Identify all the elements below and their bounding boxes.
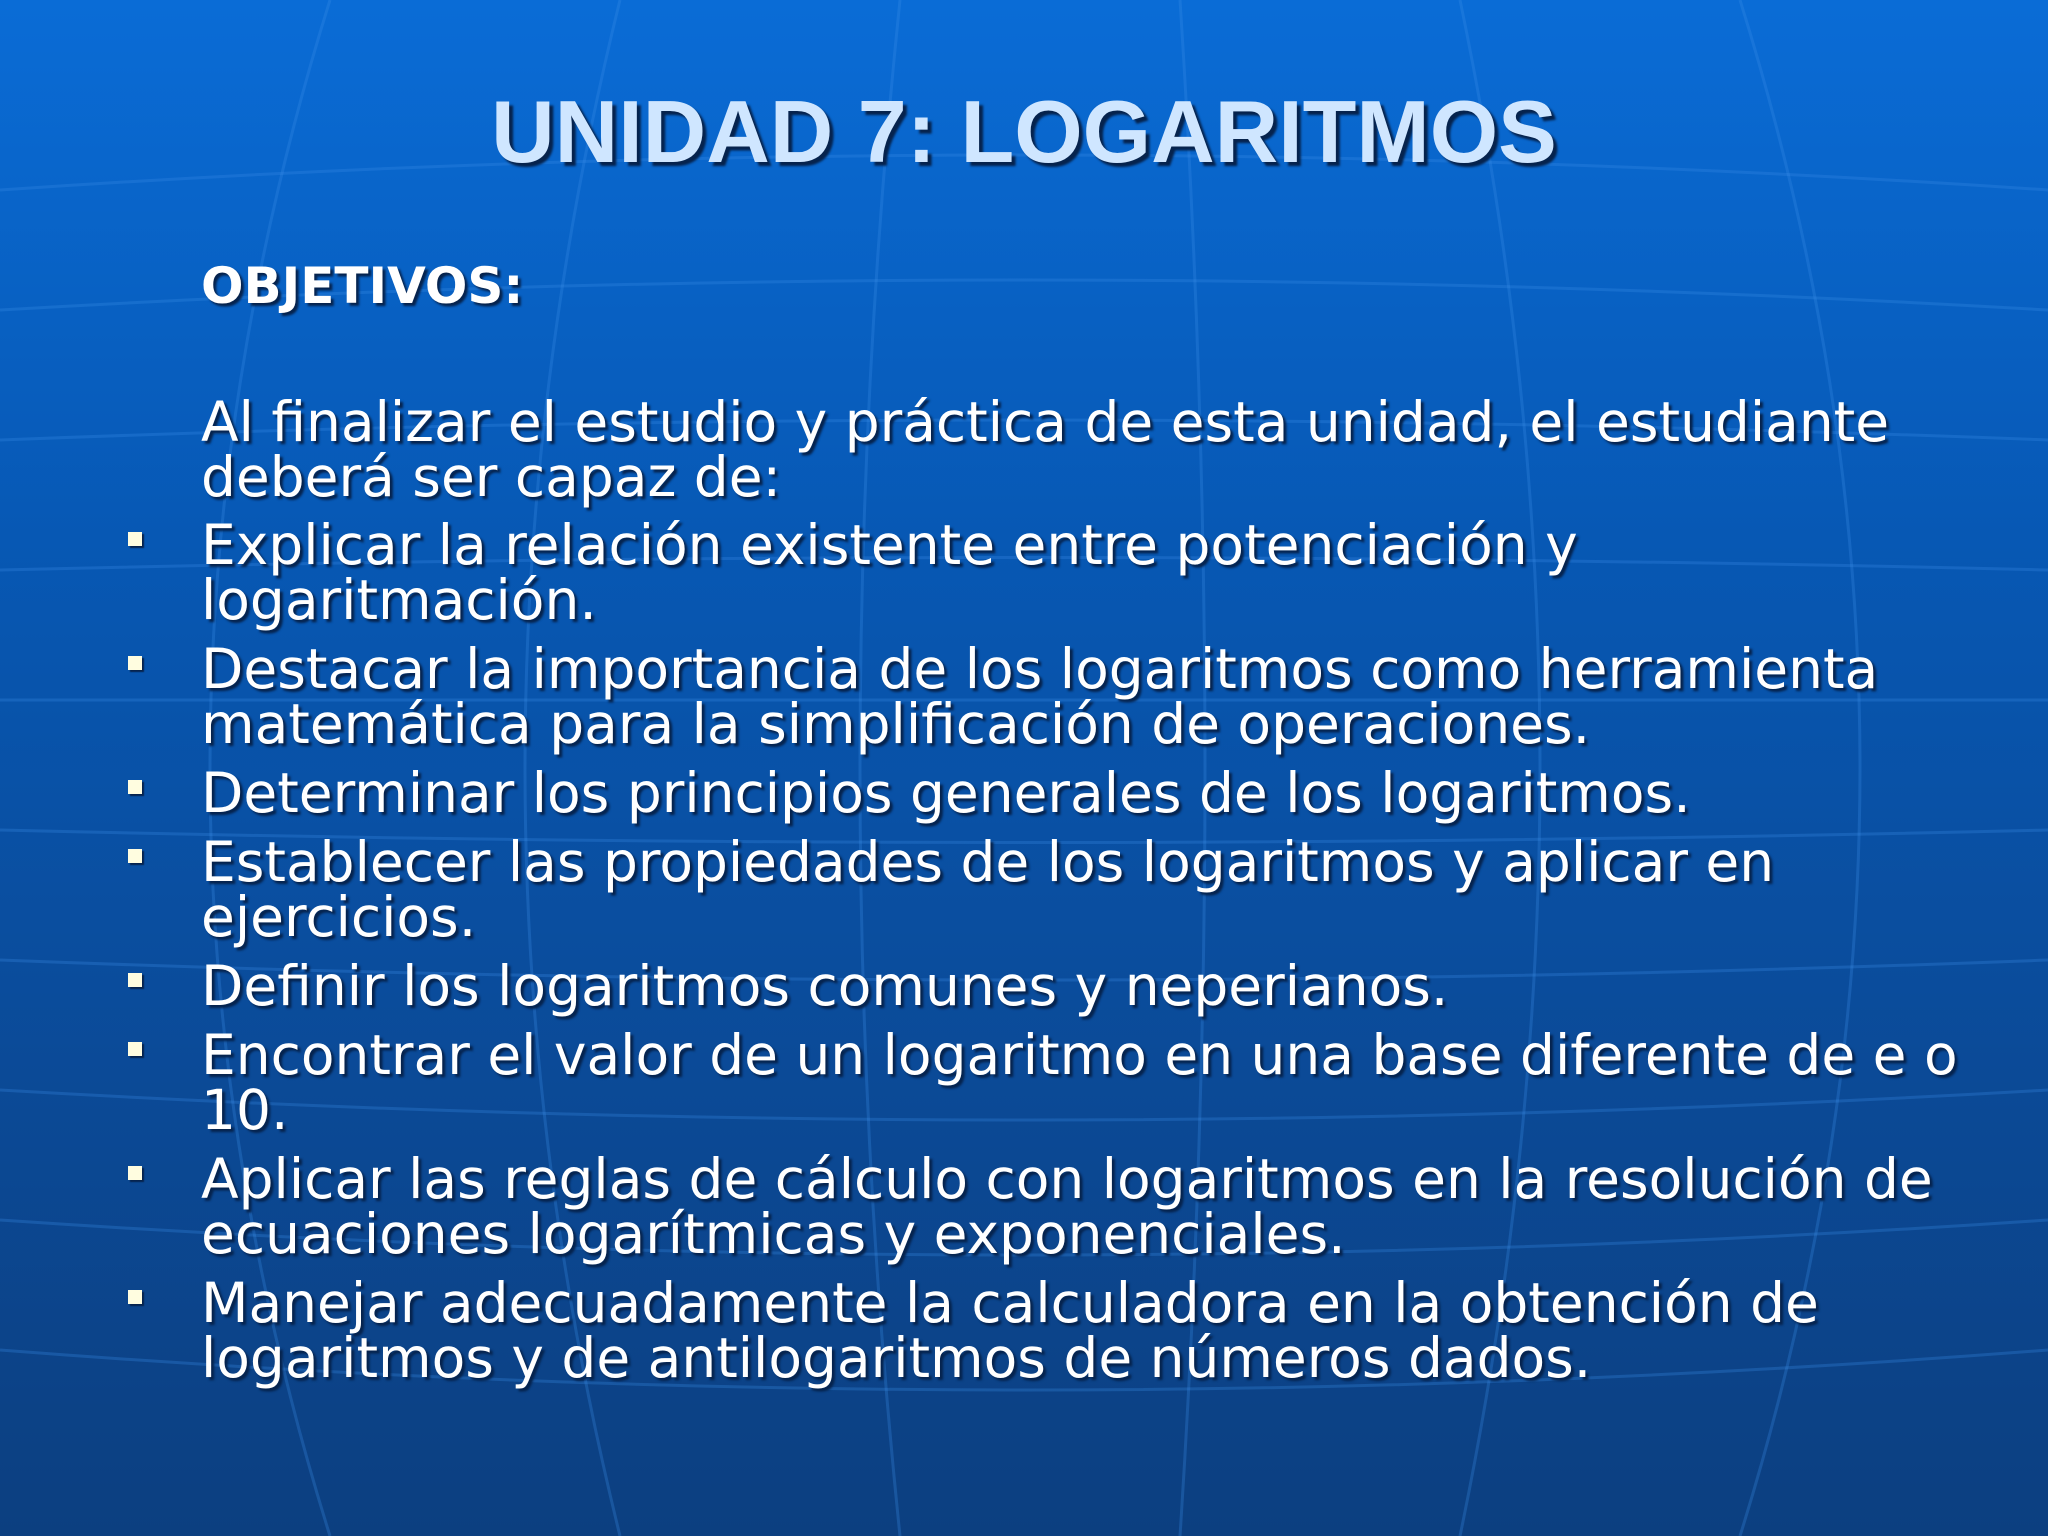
- square-bullet-icon: [128, 1290, 142, 1304]
- list-item: [0, 637, 2048, 756]
- list-item-text: Establecer las propiedades de los logaritmos y aplicar en ejercicios.: [201, 830, 1775, 949]
- list-item: [0, 830, 2048, 949]
- square-bullet-icon: [128, 532, 142, 546]
- list-item-text: Explicar la relación existente entre potenciación y logaritmación.: [201, 513, 1578, 632]
- list-item-text: Aplicar las reglas de cálculo con logaritmos en la resolución de ecuaciones logarítmicas y exponenciales.: [201, 1147, 1933, 1266]
- intro-paragraph: Al finalizar el estudio y práctica de esta unidad, el estudiante deberá ser capaz de:: [201, 390, 1890, 509]
- list-item: [0, 1271, 2048, 1390]
- list-item: [0, 954, 2048, 1018]
- square-bullet-icon: [128, 849, 142, 863]
- list-item: [0, 761, 2048, 825]
- list-item: [0, 513, 2048, 632]
- square-bullet-icon: [128, 1042, 142, 1056]
- square-bullet-icon: [128, 656, 142, 670]
- objectives-list: [0, 513, 2048, 1400]
- list-item-text: Definir los logaritmos comunes y neperianos.: [201, 954, 1449, 1018]
- list-item: [0, 1147, 2048, 1266]
- list-item-text: Encontrar el valor de un logaritmo en una base diferente de e o 10.: [201, 1023, 1958, 1142]
- list-item-text: Destacar la importancia de los logaritmos como herramienta matemática para la simplificación de operaciones.: [201, 637, 1879, 756]
- square-bullet-icon: [128, 1166, 142, 1180]
- list-item: [0, 1023, 2048, 1142]
- square-bullet-icon: [128, 973, 142, 987]
- objectives-heading: OBJETIVOS:: [201, 257, 524, 315]
- list-item-text: Manejar adecuadamente la calculadora en la obtención de logaritmos y de antilogaritmos de números dados.: [201, 1271, 1819, 1390]
- square-bullet-icon: [128, 780, 142, 794]
- slide-title: UNIDAD 7: LOGARITMOS: [491, 82, 1557, 181]
- list-item-text: Determinar los principios generales de los logaritmos.: [201, 761, 1691, 825]
